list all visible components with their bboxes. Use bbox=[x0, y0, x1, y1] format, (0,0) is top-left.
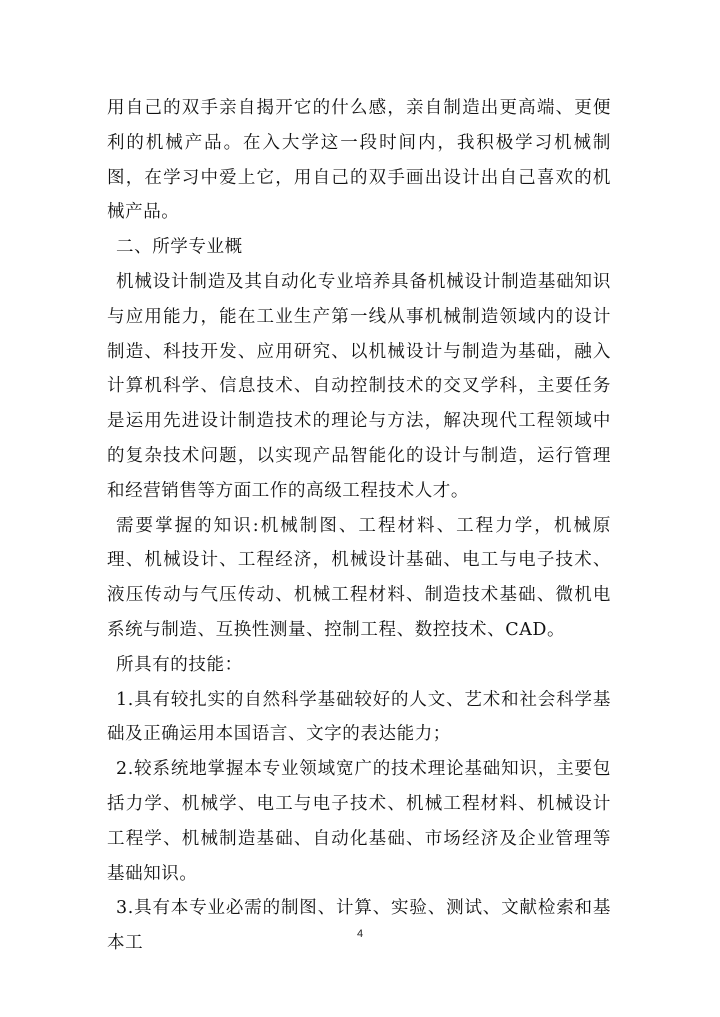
paragraph-required-knowledge: 需要掌握的知识:机械制图、工程材料、工程力学，机械原理、机械设计、工程经济，机械设计基础、电工与电子技术、液压传动与气压传动、机械工程材料、制造技术基础、微机电系统与制造、互换性测量、控制工程、数控技术、CAD。 bbox=[107, 515, 611, 640]
list-item-skill-3: 3.具有本专业必需的制图、计算、实验、测试、文献检索和基本工 bbox=[107, 898, 611, 954]
list-item-skill-1: 1.具有较扎实的自然科学基础较好的人文、艺术和社会科学基础及正确运用本国语言、文字的表达能力； bbox=[107, 689, 611, 745]
page-number: 4 bbox=[356, 928, 364, 940]
list-item-skill-2: 2.较系统地掌握本专业领域宽广的技术理论基础知识，主要包括力学、机械学、电工与电子技术、机械工程材料、机械设计工程学、机械制造基础、自动化基础、市场经济及企业管理等基础知识。 bbox=[107, 759, 611, 884]
document-body bbox=[107, 91, 611, 961]
paragraph-skills-heading: 所具有的技能： bbox=[116, 654, 243, 675]
paragraph-major-description: 机械设计制造及其自动化专业培养具备机械设计制造基础知识与应用能力，能在工业生产第一线从事机械制造领域内的设计制造、科技开发、应用研究、以机械设计与制造为基础，融入计算机科学、信息技术、自动控制技术的交叉学科，主要任务是运用先进设计制造技术的理论与方法，解决现代工程领域中的复杂技术问题，以实现产品智能化的设计与制造，运行管理和经营销售等方面工作的高级工程技术人才。 bbox=[107, 271, 611, 501]
section-heading-major-overview: 二、所学专业概 bbox=[116, 237, 243, 258]
paragraph-intro-continued: 用自己的双手亲自揭开它的什么感，亲自制造出更高端、更便利的机械产品。在入大学这一段时间内，我积极学习机械制图，在学习中爱上它，用自己的双手画出设计出自己喜欢的机械产品。 bbox=[107, 98, 611, 223]
